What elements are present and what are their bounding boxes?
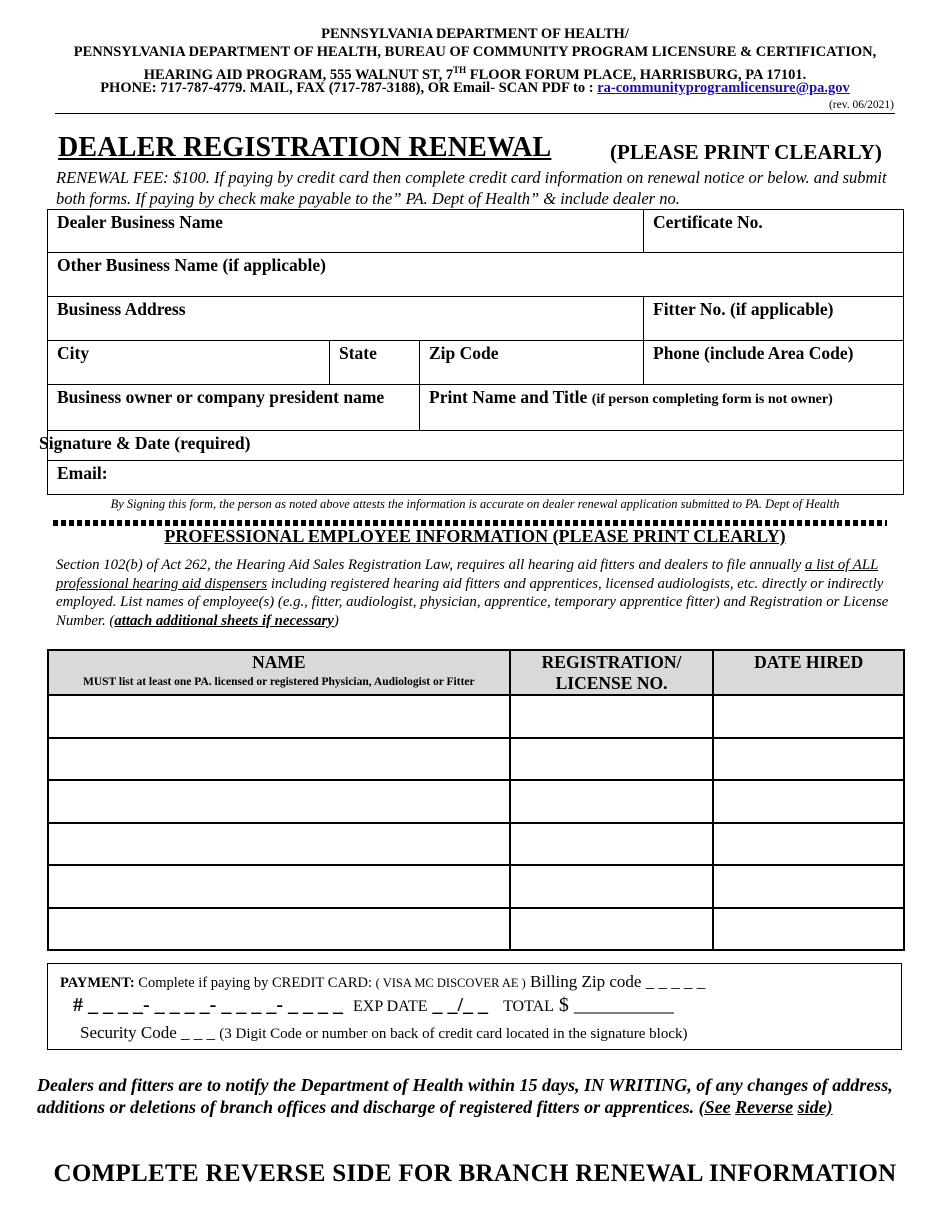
col-reg-label-2: LICENSE NO.: [555, 673, 668, 693]
employee-row: [48, 780, 904, 823]
fitter-no-field[interactable]: [643, 297, 903, 340]
footer-instruction: COMPLETE REVERSE SIDE FOR BRANCH RENEWAL INFORMATION: [53, 1160, 897, 1187]
form-row: [48, 461, 903, 494]
business-address-field[interactable]: [48, 297, 643, 340]
text-underline: professional hearing aid dispensers: [56, 575, 268, 592]
notify-see: (See: [698, 1096, 731, 1117]
other-business-name-field[interactable]: [48, 253, 903, 296]
field-label: Email:: [57, 463, 108, 483]
attach-sheets-note: attach additional sheets if necessary: [114, 612, 334, 629]
header-address: HEARING AID PROGRAM, 555 WALNUT ST, 7: [143, 66, 454, 83]
employee-row: [48, 738, 904, 781]
field-note: (if person completing form is not owner): [591, 392, 833, 407]
security-code-note: (3 Digit Code or number on back of credit card located in the signature block): [219, 1026, 688, 1042]
card-types: ( VISA MC DISCOVER AE ): [375, 976, 526, 990]
notify-reverse: Reverse: [735, 1096, 794, 1117]
signature-date-field[interactable]: [39, 431, 903, 460]
dealer-info-form: [39, 209, 904, 495]
payment-line-2: [73, 994, 674, 1017]
col-reg-label-1: REGISTRATION/: [541, 652, 682, 672]
professional-section-title: PROFESSIONAL EMPLOYEE INFORMATION (PLEASE PRINT CLEARLY): [164, 526, 786, 546]
payment-box: [47, 963, 902, 1050]
field-label: Signature & Date (required): [39, 433, 251, 453]
employee-name-cell[interactable]: [48, 908, 510, 951]
employee-date-hired-cell[interactable]: [713, 865, 904, 908]
employee-license-cell[interactable]: [510, 908, 714, 951]
col-date-label: DATE HIRED: [754, 652, 864, 672]
employee-date-hired-cell[interactable]: [713, 780, 904, 823]
employee-license-cell[interactable]: [510, 738, 714, 781]
employee-table-header: [48, 650, 904, 695]
employee-date-hired-cell[interactable]: [713, 695, 904, 738]
total-label: TOTAL: [503, 998, 554, 1015]
text-part: including registered hearing aid fitters and apprentices, licensed audiologists, etc. directly or indirectly employed. List names of employee(s) (e.g., fitter, audiologist, physician, apprentice, temporary apprentice fitter) and Registration or License Number. (: [56, 575, 889, 629]
header-line-2: PENNSYLVANIA DEPARTMENT OF HEALTH, BUREAU OF COMMUNITY PROGRAM LICENSURE & CERTIFICATION,: [73, 44, 877, 60]
field-label: Phone (include Area Code): [653, 343, 854, 363]
employee-row: [48, 695, 904, 738]
employee-name-cell[interactable]: [48, 738, 510, 781]
exp-date-label: EXP DATE: [352, 998, 428, 1015]
certificate-no-field[interactable]: [643, 210, 903, 252]
employee-date-hired-cell[interactable]: [713, 908, 904, 951]
form-row: [48, 210, 903, 253]
dealer-business-name-field[interactable]: [48, 210, 643, 252]
city-field[interactable]: [48, 341, 329, 384]
field-label: Print Name and Title: [429, 387, 588, 407]
text-part: ): [333, 612, 339, 629]
field-label: Zip Code: [429, 343, 499, 363]
employee-name-cell[interactable]: [48, 823, 510, 866]
payment-intro: Complete if paying by CREDIT CARD:: [134, 975, 376, 991]
col-name-label: NAME: [252, 652, 306, 672]
col-date-hired-header: [713, 650, 904, 695]
employee-row: [48, 865, 904, 908]
form-row: [48, 253, 903, 297]
total-field[interactable]: $ __________: [553, 994, 674, 1016]
employee-name-cell[interactable]: [48, 695, 510, 738]
print-name-title-field[interactable]: [419, 385, 903, 430]
col-name-sublabel: MUST list at least one PA. licensed or registered Physician, Audiologist or Fitter: [83, 676, 475, 688]
field-label: City: [57, 343, 90, 363]
header-line-1: PENNSYLVANIA DEPARTMENT OF HEALTH/: [321, 26, 629, 42]
owner-name-field[interactable]: [48, 385, 419, 430]
text-part: Section 102(b) of Act 262, the Hearing Aid Sales Registration Law, requires all hearing aid fitters and dealers to file annually: [56, 557, 805, 573]
form-row: [48, 385, 903, 431]
field-label: Fitter No. (if applicable): [653, 299, 834, 319]
field-label: Dealer Business Name: [57, 212, 223, 232]
employee-license-cell[interactable]: [510, 865, 714, 908]
employee-name-cell[interactable]: [48, 780, 510, 823]
page-title: DEALER REGISTRATION RENEWAL: [58, 132, 552, 163]
attestation-text: By Signing this form, the person as noted above attests the information is accurate on dealer renewal application submitted to PA. Dept of Health: [110, 497, 840, 511]
form-row: [48, 341, 903, 385]
field-label: Business Address: [57, 299, 186, 319]
employee-date-hired-cell[interactable]: [713, 823, 904, 866]
employee-license-cell[interactable]: [510, 780, 714, 823]
notify-body: Dealers and fitters are to notify the Department of Health within 15 days, IN WRITING, of any changes of address, additions or deletions of branch offices and discharge of registered fitters or apprentices.: [37, 1075, 893, 1117]
employee-date-hired-cell[interactable]: [713, 738, 904, 781]
email-link[interactable]: ra-communityprogramlicensure@pa.gov: [597, 80, 850, 96]
employee-row: [48, 908, 904, 951]
form-row: [39, 431, 903, 461]
print-clearly-note: (PLEASE PRINT CLEARLY): [610, 140, 882, 164]
employee-row: [48, 823, 904, 866]
header-address-end: FLOOR FORUM PLACE, HARRISBURG, PA 17101.: [466, 66, 807, 83]
employee-name-cell[interactable]: [48, 865, 510, 908]
state-field[interactable]: [329, 341, 419, 384]
field-label: Certificate No.: [653, 212, 763, 232]
zip-code-field[interactable]: [419, 341, 643, 384]
header-divider: [55, 113, 895, 114]
col-registration-header: [510, 650, 714, 695]
payment-line-1: [60, 972, 705, 992]
security-code-label: Security Code: [80, 1023, 177, 1042]
payment-label: PAYMENT:: [60, 975, 135, 991]
text-underline: a list of ALL: [804, 557, 879, 573]
field-label: Business owner or company president name: [57, 387, 385, 407]
renewal-fee-text: RENEWAL FEE: $100. If paying by credit card then complete credit card information on renewal notice or below. and submit both forms. If paying by check make payable to the” PA. Dept of Health” & include dealer no.: [56, 168, 887, 208]
billing-zip-field[interactable]: Billing Zip code _ _ _ _ _: [525, 972, 706, 991]
employee-table: [47, 649, 905, 951]
notify-side: side): [797, 1096, 833, 1117]
payment-line-3: [80, 1023, 687, 1043]
exp-date-field[interactable]: _ _/_ _: [427, 994, 494, 1016]
phone-field[interactable]: [643, 341, 903, 384]
revision-date: (rev. 06/2021): [828, 99, 894, 111]
card-number-field[interactable]: # _ _ _ _- _ _ _ _- _ _ _ _- _ _ _ _: [73, 994, 343, 1016]
col-name-header: [48, 650, 510, 695]
header-contact: PHONE: 717-787-4779. MAIL, FAX (717-787-3188), OR Email- SCAN PDF to :: [100, 80, 598, 96]
employee-license-cell[interactable]: [510, 695, 714, 738]
security-code-field[interactable]: _ _ _: [176, 1023, 220, 1042]
field-label: Other Business Name (if applicable): [57, 255, 326, 275]
notification-text: [37, 1075, 907, 1118]
field-label: State: [339, 343, 377, 363]
form-row: [48, 297, 903, 341]
email-field[interactable]: [48, 461, 903, 494]
header-line-4: [0, 80, 950, 97]
professional-section-text: [56, 556, 901, 630]
header-superscript: TH: [453, 65, 467, 75]
employee-license-cell[interactable]: [510, 823, 714, 866]
